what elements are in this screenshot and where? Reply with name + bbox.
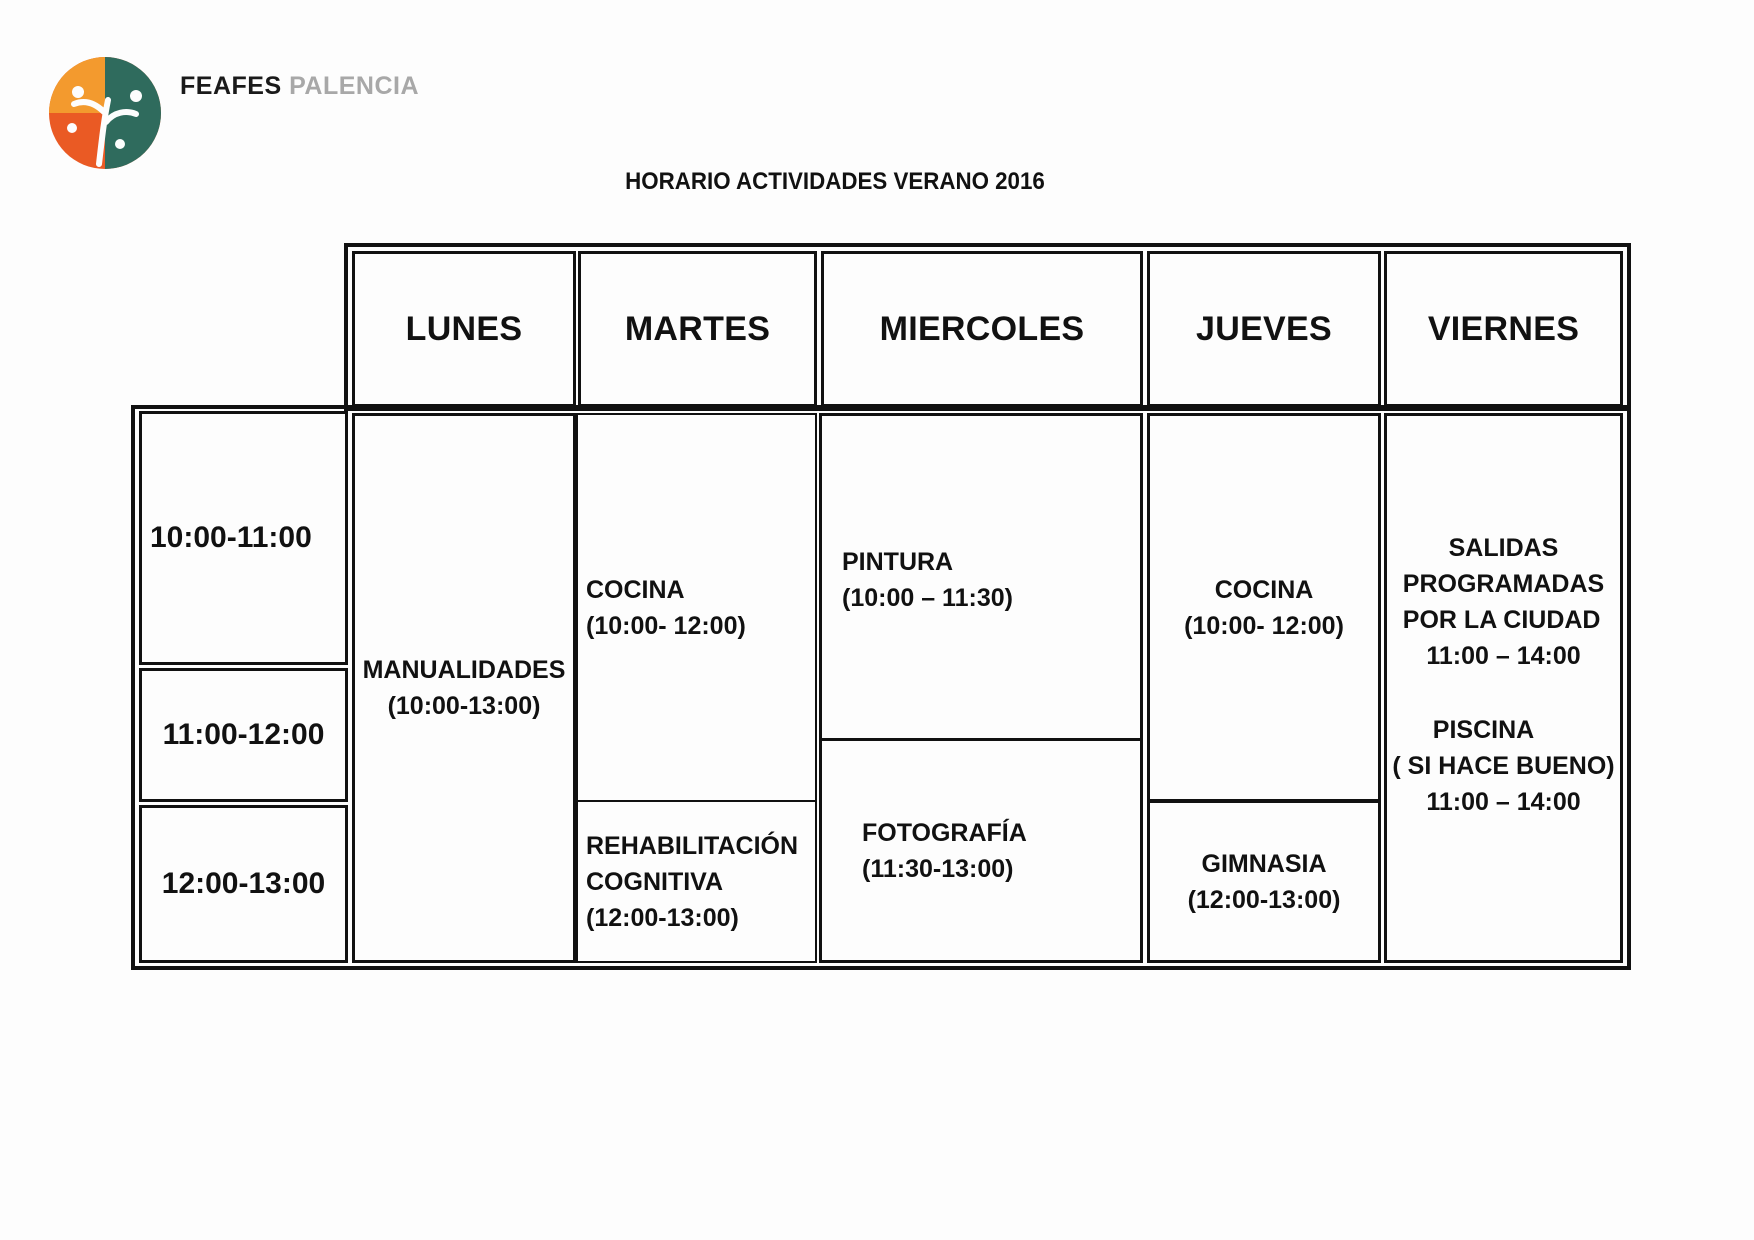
activity-time: (11:30-13:00): [862, 854, 1014, 883]
day-label: JUEVES: [1196, 309, 1332, 348]
activity-time: (10:00- 12:00): [1184, 611, 1344, 640]
day-label: MIERCOLES: [879, 309, 1085, 348]
activity-time: 11:00 – 14:00: [1426, 788, 1581, 816]
activity-name-line2: COGNITIVA: [586, 867, 724, 896]
hour-label: 10:00-11:00: [150, 521, 312, 554]
activity-cocina-martes: [576, 413, 817, 802]
day-header-viernes: [1384, 251, 1623, 407]
activity-name: FOTOGRAFÍA: [862, 818, 1027, 847]
activity-name: PINTURA: [842, 548, 954, 576]
day-header-lunes: [352, 251, 576, 407]
activity-time: (10:00 – 11:30): [842, 584, 1013, 612]
activity-line: PROGRAMADAS: [1402, 570, 1605, 598]
day-label: VIERNES: [1427, 309, 1580, 348]
activity-line: SALIDAS: [1448, 534, 1559, 562]
activity-time: (10:00-13:00): [387, 692, 541, 720]
activity-time: 11:00 – 14:00: [1426, 642, 1581, 670]
activity-name: GIMNASIA: [1201, 849, 1327, 878]
feafes-logo: [44, 52, 166, 174]
activity-time: (10:00- 12:00): [586, 611, 746, 640]
activity-pintura: [819, 413, 1143, 741]
activity-name: COCINA: [1214, 575, 1314, 604]
activity-time: (12:00-13:00): [1187, 885, 1341, 914]
activity-line: PISCINA: [1432, 716, 1535, 744]
activity-time: (12:00-13:00): [586, 903, 739, 932]
activity-name: REHABILITACIÓN: [586, 831, 799, 860]
activity-gimnasia: [1147, 800, 1381, 963]
activity-piscina: [1392, 712, 1614, 820]
hour-cell-12-13: [139, 805, 348, 963]
activity-cocina-jueves: [1147, 413, 1381, 802]
page-title: HORARIO ACTIVIDADES VERANO 2016: [625, 168, 1045, 195]
brand-name-secondary: PALENCIA: [289, 72, 420, 100]
activity-name: MANUALIDADES: [362, 656, 566, 684]
activity-name: COCINA: [586, 575, 685, 604]
day-label: LUNES: [405, 309, 523, 348]
day-header-jueves: [1147, 251, 1381, 407]
activity-manualidades: [352, 413, 576, 963]
activity-line: POR LA CIUDAD: [1402, 606, 1601, 634]
activity-rehabilitacion-cognitiva: [576, 800, 817, 963]
hour-cell-10-11: [139, 411, 348, 665]
activity-viernes: [1384, 413, 1623, 963]
brand-name-primary: FEAFES: [180, 72, 282, 100]
day-label: MARTES: [624, 309, 771, 348]
hour-label: 11:00-12:00: [162, 718, 325, 751]
activity-line: ( SI HACE BUENO): [1392, 752, 1615, 780]
day-header-martes: [578, 251, 817, 407]
feafes-logo-mark: [44, 52, 166, 174]
brand-name: [180, 72, 419, 101]
activity-salidas-programadas: [1403, 530, 1604, 674]
hour-cell-11-12: [139, 668, 348, 802]
day-header-miercoles: [821, 251, 1143, 407]
activity-fotografia: [819, 738, 1143, 963]
hour-label: 12:00-13:00: [161, 867, 326, 900]
